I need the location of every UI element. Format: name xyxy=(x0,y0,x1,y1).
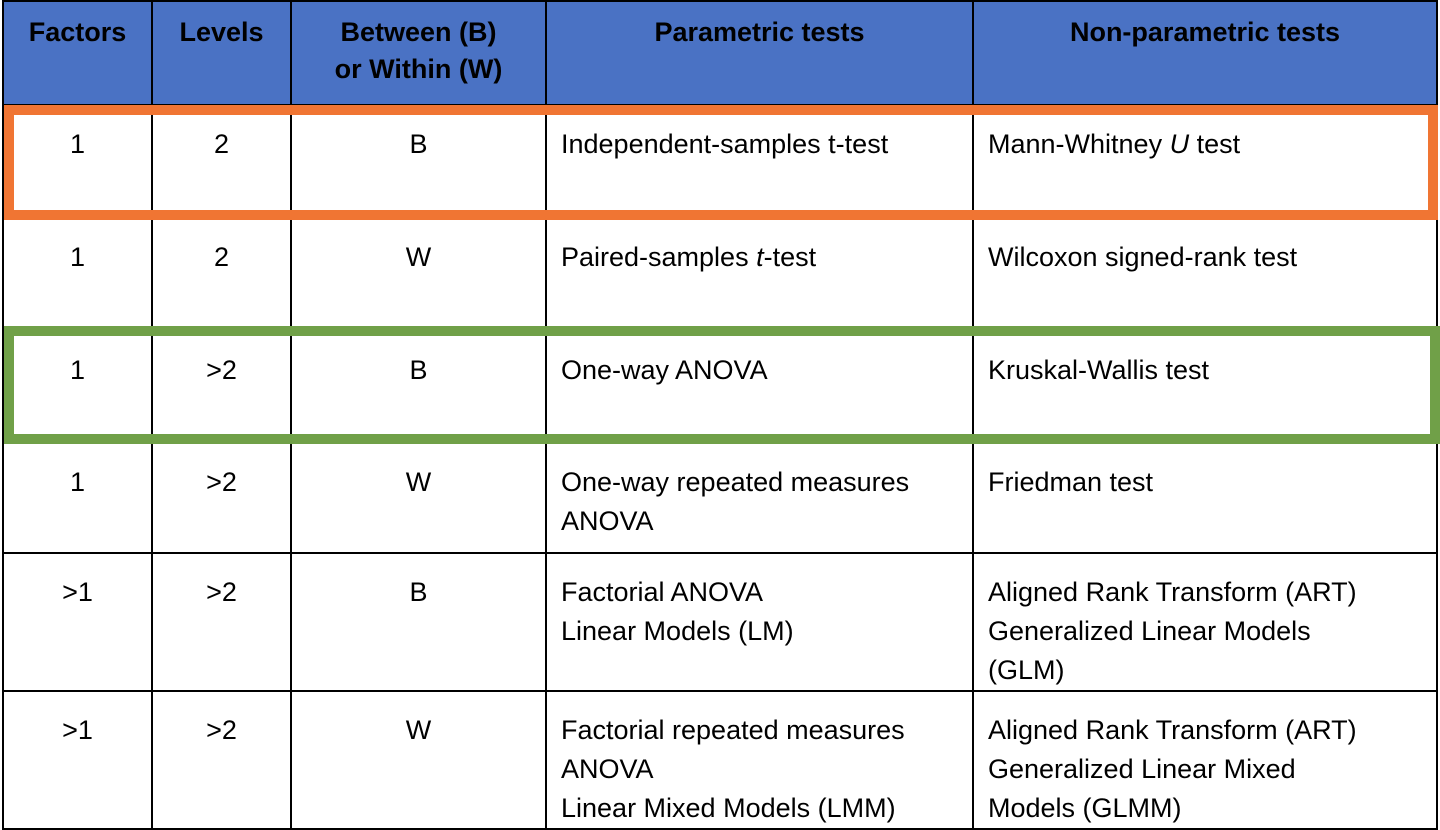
header-nonparametric: Non-parametric tests xyxy=(973,1,1437,105)
cell-parametric xyxy=(546,105,973,218)
cell-parametric xyxy=(546,691,973,829)
parametric-line: One-way repeated measures xyxy=(561,467,910,497)
cell-nonparametric xyxy=(973,691,1437,829)
cell-factors: >1 xyxy=(3,553,152,691)
parametric-text-post: -test xyxy=(763,242,817,272)
header-design xyxy=(291,1,546,105)
nonparametric-line: (GLM) xyxy=(988,655,1065,685)
table-row xyxy=(3,105,1437,218)
parametric-line: ANOVA xyxy=(561,506,654,536)
cell-nonparametric xyxy=(973,331,1437,443)
nonparametric-line: Wilcoxon signed-rank test xyxy=(988,242,1298,272)
table-row xyxy=(3,691,1437,829)
parametric-line: Linear Mixed Models (LMM) xyxy=(561,793,896,823)
statistical-tests-table xyxy=(2,0,1438,830)
cell-levels: >2 xyxy=(152,553,291,691)
parametric-line: Factorial repeated measures xyxy=(561,715,905,745)
cell-factors: 1 xyxy=(3,105,152,218)
nonparametric-line: Aligned Rank Transform (ART) xyxy=(988,577,1357,607)
table-row xyxy=(3,443,1437,553)
nonparametric-line: Models (GLMM) xyxy=(988,793,1182,823)
cell-nonparametric xyxy=(973,105,1437,218)
header-parametric: Parametric tests xyxy=(546,1,973,105)
nonparametric-line: Friedman test xyxy=(988,467,1154,497)
table-row xyxy=(3,218,1437,331)
nonparametric-line: Generalized Linear Models xyxy=(988,616,1311,646)
cell-levels: >2 xyxy=(152,443,291,553)
cell-parametric xyxy=(546,553,973,691)
nonparametric-line: Aligned Rank Transform (ART) xyxy=(988,715,1357,745)
nonparametric-line: Kruskal-Wallis test xyxy=(988,355,1210,385)
cell-levels: >2 xyxy=(152,331,291,443)
parametric-line: ANOVA xyxy=(561,754,654,784)
header-design-line-1: Between (B) xyxy=(340,17,497,47)
cell-design: B xyxy=(291,331,546,443)
nonparametric-line xyxy=(988,125,1422,164)
cell-factors: 1 xyxy=(3,443,152,553)
cell-levels: 2 xyxy=(152,105,291,218)
cell-factors: 1 xyxy=(3,331,152,443)
parametric-line: Factorial ANOVA xyxy=(561,577,764,607)
parametric-line xyxy=(561,238,958,277)
nonparametric-text-pre: Mann-Whitney xyxy=(988,129,1170,159)
parametric-line: One-way ANOVA xyxy=(561,355,768,385)
parametric-line: Linear Models (LM) xyxy=(561,616,794,646)
parametric-line: Independent-samples t-test xyxy=(561,129,889,159)
cell-design: W xyxy=(291,691,546,829)
parametric-text-pre: Paired-samples xyxy=(561,242,757,272)
cell-design: W xyxy=(291,218,546,331)
cell-levels: 2 xyxy=(152,218,291,331)
nonparametric-text-italic: U xyxy=(1169,129,1190,159)
nonparametric-line: Generalized Linear Mixed xyxy=(988,754,1296,784)
header-levels: Levels xyxy=(152,1,291,105)
cell-factors: 1 xyxy=(3,218,152,331)
cell-design: W xyxy=(291,443,546,553)
header-factors: Factors xyxy=(3,1,152,105)
cell-design: B xyxy=(291,105,546,218)
cell-design: B xyxy=(291,553,546,691)
nonparametric-text-post: test xyxy=(1189,129,1241,159)
parametric-text-italic: t xyxy=(756,242,764,272)
table-row xyxy=(3,331,1437,443)
cell-parametric xyxy=(546,331,973,443)
cell-levels: >2 xyxy=(152,691,291,829)
cell-parametric xyxy=(546,443,973,553)
cell-nonparametric xyxy=(973,443,1437,553)
table-row xyxy=(3,553,1437,691)
header-design-line-2: or Within (W) xyxy=(334,54,503,84)
cell-nonparametric xyxy=(973,218,1437,331)
cell-nonparametric xyxy=(973,553,1437,691)
cell-parametric xyxy=(546,218,973,331)
table-header-row xyxy=(3,1,1437,105)
cell-factors: >1 xyxy=(3,691,152,829)
